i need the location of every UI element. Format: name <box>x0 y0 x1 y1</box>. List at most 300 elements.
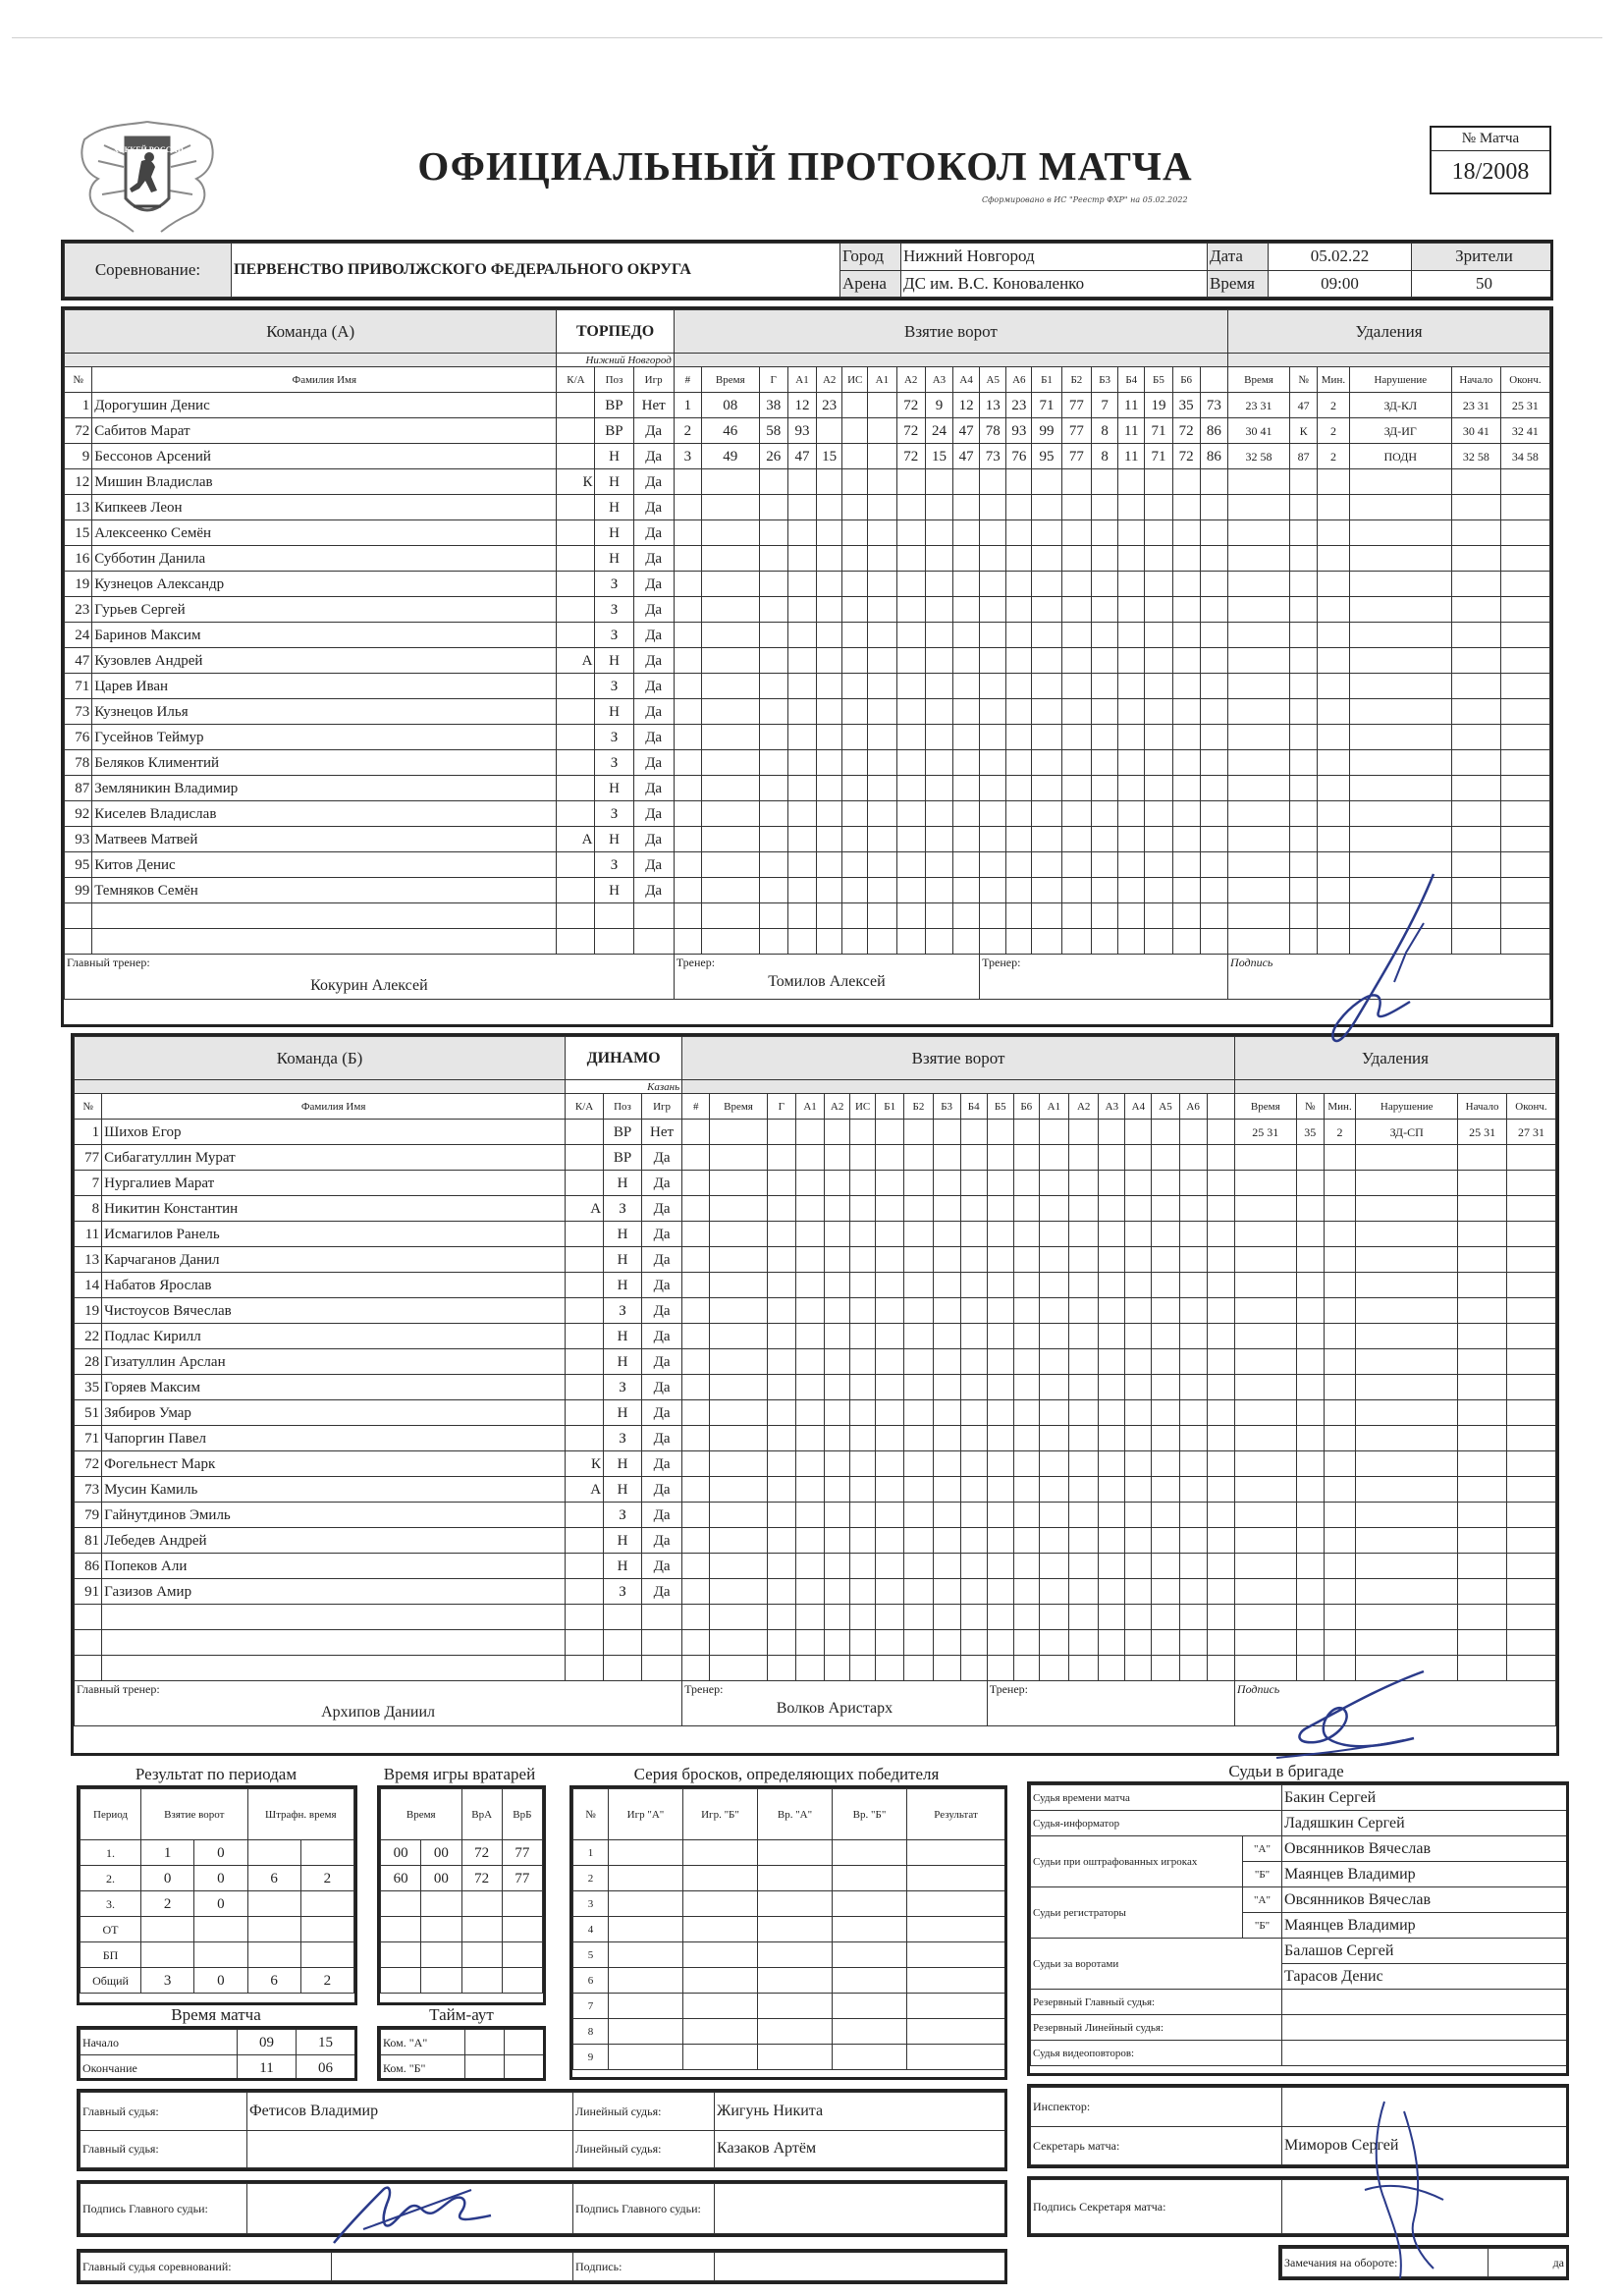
spectators-value: 50 <box>1412 270 1554 298</box>
referee-side: "Б" <box>1243 1862 1282 1887</box>
periods-cell: 1 <box>141 1840 194 1866</box>
player-number: 78 <box>65 750 92 776</box>
player-number: 8 <box>75 1196 102 1222</box>
team_b-goal-col: А1 <box>1039 1094 1068 1120</box>
goal-cell: 8 <box>1092 418 1118 444</box>
goalie-row <box>381 1891 543 1917</box>
goal-cell: 78 <box>980 418 1006 444</box>
player-position: З <box>604 1298 642 1324</box>
team_b-col-name: Фамилия Имя <box>102 1094 566 1120</box>
player-number: 95 <box>65 852 92 878</box>
player-number: 9 <box>65 444 92 469</box>
team_b-row <box>75 1630 1556 1656</box>
penalty-value: 58 <box>1260 449 1272 464</box>
player-position: З <box>595 623 633 648</box>
penalty-value: 31 <box>1260 398 1272 412</box>
team_a-goal-col: Б3 <box>1092 367 1118 393</box>
team_a-goal-col: А3 <box>925 367 952 393</box>
player-position: Н <box>604 1324 642 1349</box>
team_a-row <box>65 801 1550 827</box>
goalie-cell <box>461 1968 502 1994</box>
player-ka <box>557 725 595 750</box>
player-ka <box>557 597 595 623</box>
goalie-col-time: Время <box>381 1789 462 1840</box>
secretary-signature-mark <box>1345 2082 1463 2296</box>
referee-role: Судья-информатор <box>1031 1811 1282 1836</box>
goal-cell: 11 <box>1118 418 1145 444</box>
match-end-label: Окончание <box>81 2055 238 2081</box>
timeout-b-label: Ком. "Б" <box>381 2055 465 2081</box>
coach: Волков Аристарх <box>776 1700 893 1717</box>
goalie-row <box>381 1840 543 1866</box>
player-played: Да <box>633 852 674 878</box>
player-ka: К <box>566 1451 604 1477</box>
goal-cell: 08 <box>701 393 759 418</box>
player-number: 13 <box>65 495 92 520</box>
goal-cell: 72 <box>896 393 925 418</box>
goal-cell: 12 <box>953 393 980 418</box>
goalie-row <box>381 1942 543 1968</box>
penalty-value: ЗД-КЛ <box>1383 398 1418 412</box>
shootout-grid <box>572 1788 1005 2070</box>
player-position: З <box>595 674 633 699</box>
team_a-name: ТОРПЕДО <box>557 310 674 354</box>
player-ka <box>566 1400 604 1426</box>
team_b-row <box>75 1298 1556 1324</box>
goal-cell: 9 <box>925 393 952 418</box>
player-position: З <box>595 572 633 597</box>
player-position: Н <box>595 546 633 572</box>
periods-cell <box>247 1891 300 1917</box>
goalie-cell <box>461 1917 502 1942</box>
player-name: Кузовлев Андрей <box>92 648 557 674</box>
player-played: Да <box>633 827 674 852</box>
goal-cell: 95 <box>1032 444 1061 469</box>
referee-role: Судья видеоповторов: <box>1031 2041 1282 2066</box>
shootout-row-number: 5 <box>573 1942 609 1968</box>
player-position: Н <box>595 520 633 546</box>
penalty-value: 31 <box>1477 398 1489 412</box>
periods-cell: 6 <box>247 1968 300 1994</box>
periods-row <box>81 1968 354 1994</box>
team_b-row <box>75 1349 1556 1375</box>
goal-cell: 77 <box>1061 418 1091 444</box>
player-number: 15 <box>65 520 92 546</box>
team_a-penalty-col: Оконч. <box>1500 367 1549 393</box>
shootout-row-number: 4 <box>573 1917 609 1942</box>
player-name: Мусин Камиль <box>102 1477 566 1503</box>
player-played: Да <box>641 1579 681 1605</box>
player-played: Да <box>641 1426 681 1451</box>
player-position: Н <box>595 444 633 469</box>
team_a-goal-col: А5 <box>980 367 1006 393</box>
team_b-row <box>75 1324 1556 1349</box>
team-a-signature <box>1276 864 1453 1061</box>
player-played: Да <box>633 572 674 597</box>
penalty-cell <box>1349 444 1451 469</box>
head-coach: Архипов Даниил <box>321 1704 436 1721</box>
player-played: Да <box>633 776 674 801</box>
team_b-goal-col: Б3 <box>933 1094 960 1120</box>
goal-cell: 38 <box>759 393 787 418</box>
referee-row <box>1031 1939 1567 1964</box>
goal-cell: 15 <box>925 444 952 469</box>
team_b-goal-col: А2 <box>1069 1094 1099 1120</box>
goal-cell: 93 <box>787 418 816 444</box>
arena-value: ДС им. В.С. Коноваленко <box>901 270 1208 298</box>
team_a-coach-cell <box>674 955 979 1000</box>
team_a-row <box>65 418 1550 444</box>
goal-cell: 58 <box>759 418 787 444</box>
secretary-label: Секретарь матча: <box>1031 2126 1282 2165</box>
main-referee-2-sign-label: Подпись Главного судьи: <box>573 2184 715 2234</box>
periods-cell <box>300 1840 353 1866</box>
penalty-value: 31 <box>1532 1124 1544 1139</box>
player-position: Н <box>604 1451 642 1477</box>
coach: Томилов Алексей <box>768 973 886 990</box>
shootout-col: Результат <box>907 1789 1005 1840</box>
player-position: Н <box>604 1528 642 1554</box>
timeout-a-label: Ком. "А" <box>381 2030 465 2055</box>
player-name: Фогельнест Марк <box>102 1451 566 1477</box>
team_a-row <box>65 469 1550 495</box>
player-played: Нет <box>633 393 674 418</box>
periods-cell: 2 <box>141 1891 194 1917</box>
player-position: З <box>604 1503 642 1528</box>
referee-name <box>1282 2041 1567 2066</box>
team_b-row <box>75 1451 1556 1477</box>
referee-role: Резервный Линейный судья: <box>1031 2015 1282 2041</box>
shootout-row <box>573 2045 1005 2070</box>
player-number: 77 <box>75 1145 102 1171</box>
referee-row <box>1031 1887 1567 1913</box>
referee-name: Балашов Сергей <box>1282 1939 1567 1964</box>
player-position: З <box>604 1426 642 1451</box>
team_a-goal-col: Г <box>759 367 787 393</box>
player-played: Да <box>633 469 674 495</box>
team_a-head-coach-cell <box>65 955 675 1000</box>
player-name: Бессонов Арсений <box>92 444 557 469</box>
goalie-cell <box>502 1968 542 1994</box>
goalie-cell <box>421 1942 461 1968</box>
team_b-goal-col: Б6 <box>1013 1094 1039 1120</box>
player-position: З <box>595 801 633 827</box>
player-number: 11 <box>75 1222 102 1247</box>
head-coach-label: Главный тренер: <box>77 1682 160 1696</box>
shootout-row-number: 7 <box>573 1994 609 2019</box>
referee-name <box>1282 2015 1567 2041</box>
player-name: Мишин Владислав <box>92 469 557 495</box>
goal-cell: 93 <box>1006 418 1032 444</box>
goalie-row <box>381 1866 543 1891</box>
player-name: Земляникин Владимир <box>92 776 557 801</box>
goalie-time-grid <box>380 1788 543 1994</box>
team_b-goal-col: А2 <box>825 1094 850 1120</box>
main-referee-label: Главный судья: <box>81 2093 247 2131</box>
goal-cell: 47 <box>953 418 980 444</box>
player-position: Н <box>595 776 633 801</box>
team_b-goal-col: Г <box>767 1094 795 1120</box>
player-ka <box>566 1528 604 1554</box>
player-played: Да <box>641 1324 681 1349</box>
team_b-row <box>75 1375 1556 1400</box>
scan-edge <box>12 37 1602 38</box>
periods-cell: 0 <box>141 1866 194 1891</box>
referee-row <box>1031 1836 1567 1862</box>
penalty-value: 87 <box>1297 449 1310 464</box>
team_b-goals-title: Взятие ворот <box>682 1037 1235 1080</box>
referees-title: Судьи в бригаде <box>1228 1762 1344 1780</box>
player-played: Да <box>633 674 674 699</box>
goal-cell: 72 <box>1172 444 1200 469</box>
team_b-goal-col: А1 <box>795 1094 824 1120</box>
shootout-row <box>573 1968 1005 1994</box>
goalie-cell <box>381 1891 421 1917</box>
periods-cell <box>300 1917 353 1942</box>
periods-cell: 0 <box>194 1968 247 1994</box>
main-referee: Фетисов Владимир <box>247 2093 573 2131</box>
goal-cell: 71 <box>1145 444 1172 469</box>
referee-side: "Б" <box>1243 1913 1282 1939</box>
player-number: 14 <box>75 1273 102 1298</box>
penalty-value: 31 <box>1484 1124 1496 1139</box>
player-position: Н <box>604 1349 642 1375</box>
shootout-row <box>573 1866 1005 1891</box>
goal-cell: 49 <box>701 444 759 469</box>
player-number: 7 <box>75 1171 102 1196</box>
player-number: 81 <box>75 1528 102 1554</box>
referee-side: "А" <box>1243 1836 1282 1862</box>
player-ka <box>557 623 595 648</box>
referee-role: Судьи за воротами <box>1031 1939 1282 1990</box>
shootout-row-number: 3 <box>573 1891 609 1917</box>
player-number: 19 <box>75 1298 102 1324</box>
date-label: Дата <box>1208 244 1269 271</box>
penalty-value: 30 <box>1462 423 1475 438</box>
shootout-row <box>573 1994 1005 2019</box>
chief-referee-label: Главный судья соревнований: <box>81 2253 332 2281</box>
player-played: Да <box>633 750 674 776</box>
goal-cell: 86 <box>1200 444 1227 469</box>
goal-cell: 1 <box>674 393 701 418</box>
player-played: Да <box>633 699 674 725</box>
player-played: Да <box>633 597 674 623</box>
player-played: Да <box>641 1451 681 1477</box>
goal-cell: 26 <box>759 444 787 469</box>
generated-note: Сформировано в ИС "Реестр ФХР" на 05.02.2022 <box>982 195 1188 204</box>
goalie-cell <box>461 1942 502 1968</box>
player-ka <box>566 1426 604 1451</box>
team_b-goal-col: # <box>682 1094 710 1120</box>
player-number: 19 <box>65 572 92 597</box>
player-name: Карчаганов Данил <box>102 1247 566 1273</box>
periods-cell <box>247 1840 300 1866</box>
player-ka <box>557 750 595 776</box>
team_a-penalties-title: Удаления <box>1228 310 1550 354</box>
periods-row <box>81 1917 354 1942</box>
penalty-value: 35 <box>1304 1124 1317 1139</box>
match-number-box <box>1430 126 1551 194</box>
player-number: 24 <box>65 623 92 648</box>
team_b-goal-col: Б1 <box>876 1094 904 1120</box>
penalty-value: 23 <box>1245 398 1258 412</box>
team_a-row <box>65 572 1550 597</box>
player-name: Попеков Али <box>102 1554 566 1579</box>
player-position: З <box>595 725 633 750</box>
team_a-goal-col: Время <box>701 367 759 393</box>
goalie-time-title: Время игры вратарей <box>383 1765 536 1783</box>
match-number-label: № Матча <box>1432 128 1549 151</box>
penalty-value: 25 <box>1252 1124 1265 1139</box>
goalie-cell: 00 <box>421 1866 461 1891</box>
periods-cell: ОТ <box>81 1917 141 1942</box>
team_a-goal-col: А4 <box>953 367 980 393</box>
shootout-row <box>573 1840 1005 1866</box>
player-number: 13 <box>75 1247 102 1273</box>
player-name: Кузнецов Александр <box>92 572 557 597</box>
match-end-hour: 11 <box>238 2055 297 2081</box>
periods-cell: 2 <box>300 1968 353 1994</box>
periods-cell: 2 <box>300 1866 353 1891</box>
referee-name: Овсянников Вячеслав <box>1282 1887 1567 1913</box>
player-position: З <box>604 1579 642 1605</box>
player-ka <box>557 674 595 699</box>
team_a-row <box>65 648 1550 674</box>
player-number: 16 <box>65 546 92 572</box>
shootout-row-number: 8 <box>573 2019 609 2045</box>
goalie-cell: 00 <box>381 1840 421 1866</box>
team_b-row <box>75 1579 1556 1605</box>
head-coach: Кокурин Алексей <box>310 977 428 994</box>
player-position: Н <box>604 1477 642 1503</box>
periods-cell: Общий <box>81 1968 141 1994</box>
periods-cell <box>141 1917 194 1942</box>
page-title: ОФИЦИАЛЬНЫЙ ПРОТОКОЛ МАТЧА <box>417 143 1193 189</box>
team_b-goal-col: А5 <box>1152 1094 1179 1120</box>
penalty-value: 2 <box>1329 423 1336 438</box>
player-position: Н <box>604 1171 642 1196</box>
main-referee-sign-label: Подпись Главного судьи: <box>81 2184 247 2234</box>
team_b-penalty-col: Нарушение <box>1356 1094 1458 1120</box>
player-number: 51 <box>75 1400 102 1426</box>
sign-label: Подпись <box>1236 1682 1280 1696</box>
player-ka <box>557 878 595 903</box>
team_b-row <box>75 1503 1556 1528</box>
periods-cell <box>300 1891 353 1917</box>
team_b-row <box>75 1400 1556 1426</box>
remarks-label: Замечания на обороте: <box>1282 2249 1489 2277</box>
team-b-signature <box>1257 1660 1453 1768</box>
player-name: Кузнецов Илья <box>92 699 557 725</box>
team_a-goal-col: А2 <box>817 367 842 393</box>
shootout-title: Серия бросков, определяющих победителя <box>633 1765 940 1783</box>
team_a-row <box>65 393 1550 418</box>
penalty-value: 2 <box>1329 398 1336 412</box>
team_a-col-played: Игр <box>633 367 674 393</box>
goal-cell: 77 <box>1061 444 1091 469</box>
player-number: 79 <box>75 1503 102 1528</box>
match-start-minute: 15 <box>297 2030 355 2055</box>
player-number: 72 <box>75 1451 102 1477</box>
officials-table <box>77 2089 1007 2171</box>
team_b-goal-col: А3 <box>1099 1094 1125 1120</box>
penalty-value: 30 <box>1245 423 1258 438</box>
team_a-penalty-col: Начало <box>1451 367 1500 393</box>
player-ka <box>557 699 595 725</box>
match-time-title: Время матча <box>171 2005 261 2024</box>
team_a-goal-col: # <box>674 367 701 393</box>
team_b-col-num: № <box>75 1094 102 1120</box>
line-referee-2-label: Линейный судья: <box>573 2130 715 2168</box>
player-name: Газизов Амир <box>102 1579 566 1605</box>
time-label: Время <box>1208 270 1269 298</box>
penalty-value: 58 <box>1526 449 1539 464</box>
match-start-hour: 09 <box>238 2030 297 2055</box>
player-name: Сибагатуллин Мурат <box>102 1145 566 1171</box>
player-played: Да <box>641 1222 681 1247</box>
team_b-penalty-col: Начало <box>1458 1094 1507 1120</box>
goal-cell: 35 <box>1172 393 1200 418</box>
goal-cell: 3 <box>674 444 701 469</box>
player-position: Н <box>604 1400 642 1426</box>
player-number: 72 <box>65 418 92 444</box>
player-number: 22 <box>75 1324 102 1349</box>
player-name: Матвеев Матвей <box>92 827 557 852</box>
team_b-coach2-cell <box>987 1681 1234 1726</box>
player-ka <box>566 1247 604 1273</box>
periods-cell: 0 <box>194 1866 247 1891</box>
city-value: Нижний Новгород <box>901 244 1208 271</box>
coach2-label: Тренер: <box>982 956 1021 969</box>
periods-col-goals: Взятие ворот <box>141 1789 248 1840</box>
shootout-row <box>573 2019 1005 2045</box>
team_a-col-pos: Поз <box>595 367 633 393</box>
player-ka: А <box>566 1477 604 1503</box>
city-label: Город <box>840 244 901 271</box>
player-ka <box>557 572 595 597</box>
referee-name: Овсянников Вячеслав <box>1282 1836 1567 1862</box>
periods-table <box>77 1785 357 2005</box>
player-played: Да <box>641 1375 681 1400</box>
goalie-cell <box>381 1917 421 1942</box>
player-played: Да <box>633 801 674 827</box>
player-position: З <box>595 750 633 776</box>
goal-cell: 47 <box>787 444 816 469</box>
team_a-row <box>65 546 1550 572</box>
penalty-cell <box>1234 1120 1296 1145</box>
competition-name: ПЕРВЕНСТВО ПРИВОЛЖСКОГО ФЕДЕРАЛЬНОГО ОКРУГА <box>232 244 840 298</box>
player-name: Дорогушин Денис <box>92 393 557 418</box>
goalie-cell <box>502 1891 542 1917</box>
secretary-sign-label: Подпись Секретаря матча: <box>1031 2180 1282 2234</box>
team_a-goal-col: ИС <box>842 367 868 393</box>
main-referee-signature <box>324 2160 520 2259</box>
player-played: Да <box>641 1298 681 1324</box>
player-played: Да <box>641 1145 681 1171</box>
shootout-row-number: 1 <box>573 1840 609 1866</box>
player-number: 76 <box>65 725 92 750</box>
match-end-minute: 06 <box>297 2055 355 2081</box>
periods-cell: 3. <box>81 1891 141 1917</box>
player-played: Нет <box>641 1120 681 1145</box>
player-position: З <box>604 1196 642 1222</box>
team_a-goal-col: А6 <box>1006 367 1032 393</box>
penalty-cell <box>1500 393 1549 418</box>
penalty-cell <box>1451 444 1500 469</box>
team_b-col-pos: Поз <box>604 1094 642 1120</box>
player-number: 73 <box>65 699 92 725</box>
player-position: ВР <box>595 418 633 444</box>
